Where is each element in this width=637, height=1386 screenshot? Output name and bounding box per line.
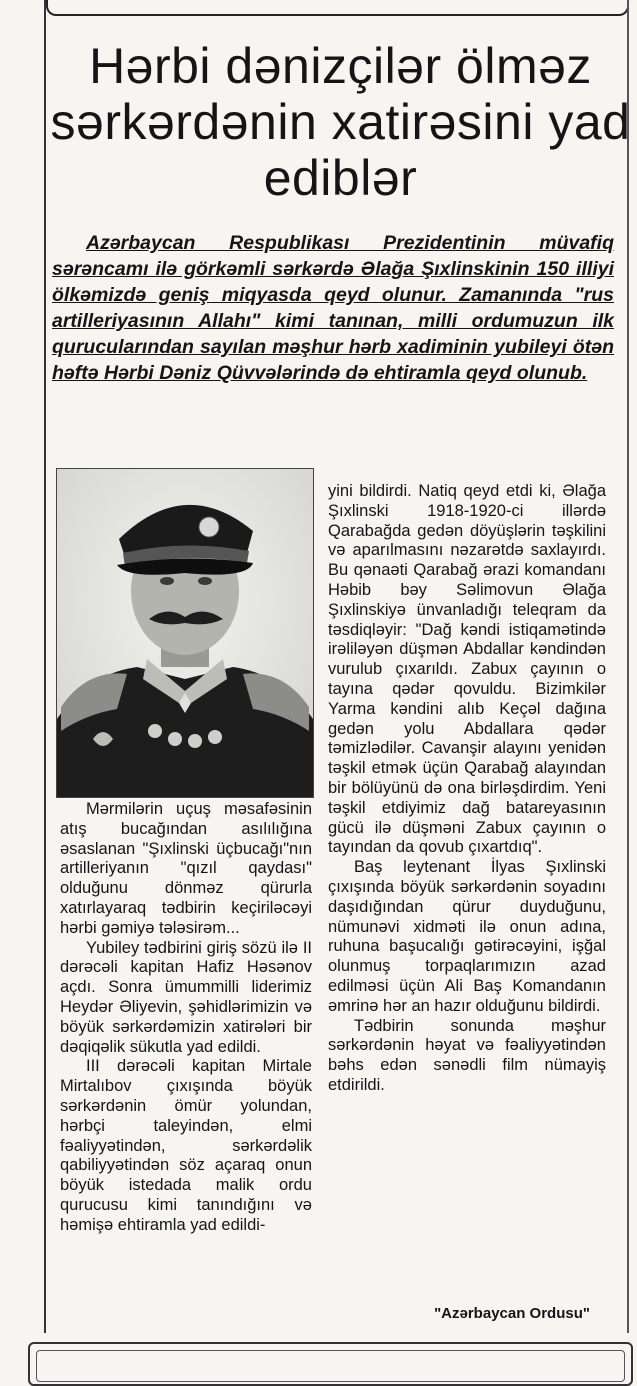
- left-paragraph-2: Yubiley tədbirini giriş sözü ilə II dərəcəli kapitan Hafiz Həsənov açdı. Sonra ümummilli liderimiz Heydər Əliyevin, şəhidlərimizin və böyük sərkərdəmizin xatirələri bir dəqiqəlik sükutla yad edildi.: [60, 938, 312, 1056]
- portrait-illustration: [57, 469, 313, 797]
- headline: Hərbi dənizçilər ölməz sərkərdənin xatirəsini yad ediblər: [50, 38, 631, 206]
- left-paragraph-1: Mərmilərin uçuş məsafəsinin atış bucağından asılılığına əsaslanan "Şıxlinski üçbucağı"nın artilleriyanın "qızıl qaydası" olduğunu dönməz qürurla xatırlayaraq tədbirin keçiriləcəyi hərbi gəmiyə tələsirəm...: [60, 800, 312, 937]
- left-text-column: [60, 800, 312, 1236]
- lead-paragraph: Azərbaycan Respublikası Prezidentinin müvafiq sərəncamı ilə görkəmli sərkərdə Əlağa Şıxlinskinin 150 illiyi ölkəmizdə geniş miqyasda qeyd olunur. Zamanında "rus artilleriyasının Allahı" kimi tanınan, milli ordumuzun ilk qurucularından sayılan məşhur hərb xadiminin yubileyi ötən həftə Hərbi Dəniz Qüvvələrində də ehtiramla qeyd olunub.: [52, 232, 614, 384]
- left-paragraph-3: III dərəcəli kapitan Mirtale Mirtalıbov çıxışında böyük sərkərdənin ömür yolundan, hərbçi taleyindən, elmi fəaliyyətindən, sərkərdəlik qabiliyyətindən söz açaraq onun böyük istedada malik ordu qurucusu kimi tanındığını və həmişə ehtiramla yad edildi-: [60, 1057, 312, 1234]
- top-frame: [46, 0, 629, 16]
- right-text-column: [328, 482, 606, 1096]
- bottom-frame-inner: [36, 1350, 625, 1382]
- source-credit: "Azərbaycan Ordusu": [434, 1305, 590, 1322]
- left-column-rule: [44, 0, 46, 1333]
- portrait-photo: [56, 468, 314, 798]
- right-paragraph-1: yini bildirdi. Natiq qeyd etdi ki, Əlağa Şıxlinski 1918-1920-ci illərdə Qarabağda gedən döyüşlərin təşkilini və aparılmasını nəzarətdə saxlayırdı. Bu qənaəti Qarabağ ərazi komandanı Həbib bəy Səlimovun Əlağa Şıxlinskiyə ünvanladığı teleqram da təsdiqləyir: "Dağ kəndi istiqamətində irəliləyən düşmən Abdallar kəndindən vurulub çıxarıldı. Zabux çayının o tayına qədər qovuldu. Bizimkilər Yarma kəndini alıb Keçəl dağına gedən yolu Abdallara qədər təmizlədilər. Cavanşir alayını yenidən təşkil etmək üçün Qarabağ alayından bir bölüyünü də ona birləşdirdim. Yeni təşkil etdiyimiz dağ batareyasının gücü ilə düşməni Zabux çayının o tayından da qovub çıxartdıq".: [328, 482, 606, 857]
- right-paragraph-3: Tədbirin sonunda məşhur sərkərdənin həyat və fəaliyyətindən bəhs edən sənədli film nümayiş etdirildi.: [328, 1016, 606, 1094]
- right-paragraph-2: Baş leytenant İlyas Şıxlinski çıxışında böyük sərkərdənin soyadını daşıdığından qürur duyduğunu, nümunəvi xidməti ilə onun adına, ruhuna başucalığı gətirəcəyini, işğal olunmuş torpaqlarımızın azad edilməsi üçün Ali Baş Komandanın əmrinə hər an hazır olduğunu bildirdi.: [328, 858, 606, 1015]
